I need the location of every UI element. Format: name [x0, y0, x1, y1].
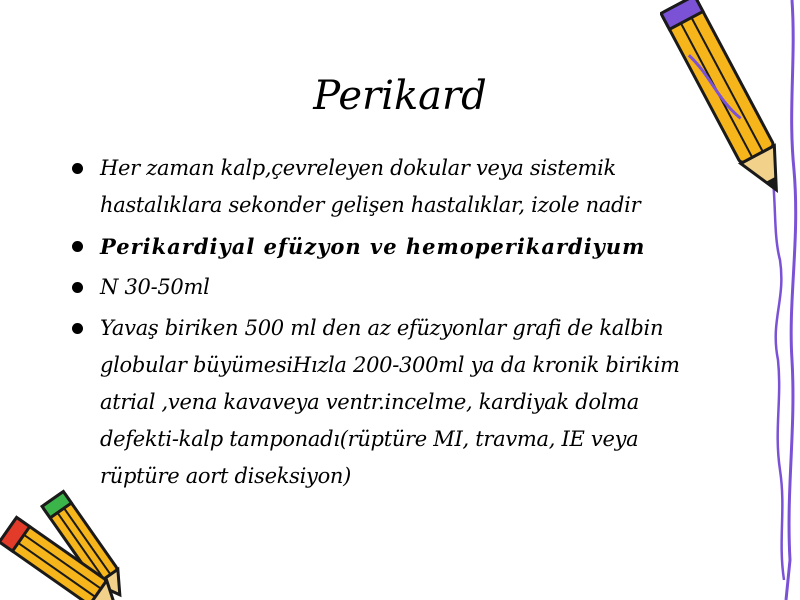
bullet-line: globular büyümesiHızla 200-300ml ya da kronik birikim	[100, 353, 680, 377]
pencils-icon	[0, 480, 160, 600]
pencil-icon	[660, 0, 800, 600]
bullet-line: defekti-kalp tamponadı(rüptüre MI, travma, IE veya	[100, 427, 639, 451]
slide-title: Perikard	[313, 73, 487, 119]
bullet-item	[62, 150, 712, 224]
bullet-dot-icon	[72, 241, 83, 252]
bullet-line: N 30-50ml	[100, 275, 210, 299]
bullet-item	[62, 269, 712, 306]
bullet-line: Yavaş biriken 500 ml den az efüzyonlar grafi de kalbin	[100, 316, 664, 340]
bullet-line: atrial ,vena kavaveya ventr.incelme, kardiyak dolma	[100, 390, 639, 414]
bullet-line: Her zaman kalp,çevreleyen dokular veya sistemik	[100, 156, 616, 180]
bullet-item	[62, 228, 712, 265]
bullet-list	[62, 150, 712, 499]
bullet-dot-icon	[72, 163, 83, 174]
bullet-dot-icon	[72, 282, 83, 293]
bullet-line: rüptüre aort diseksiyon)	[100, 464, 352, 488]
bullet-line: Perikardiyal efüzyon ve hemoperikardiyum	[100, 234, 646, 259]
bullet-line: hastalıklara sekonder gelişen hastalıklar, izole nadir	[100, 193, 641, 217]
bullet-dot-icon	[72, 323, 83, 334]
bullet-item	[62, 310, 712, 495]
